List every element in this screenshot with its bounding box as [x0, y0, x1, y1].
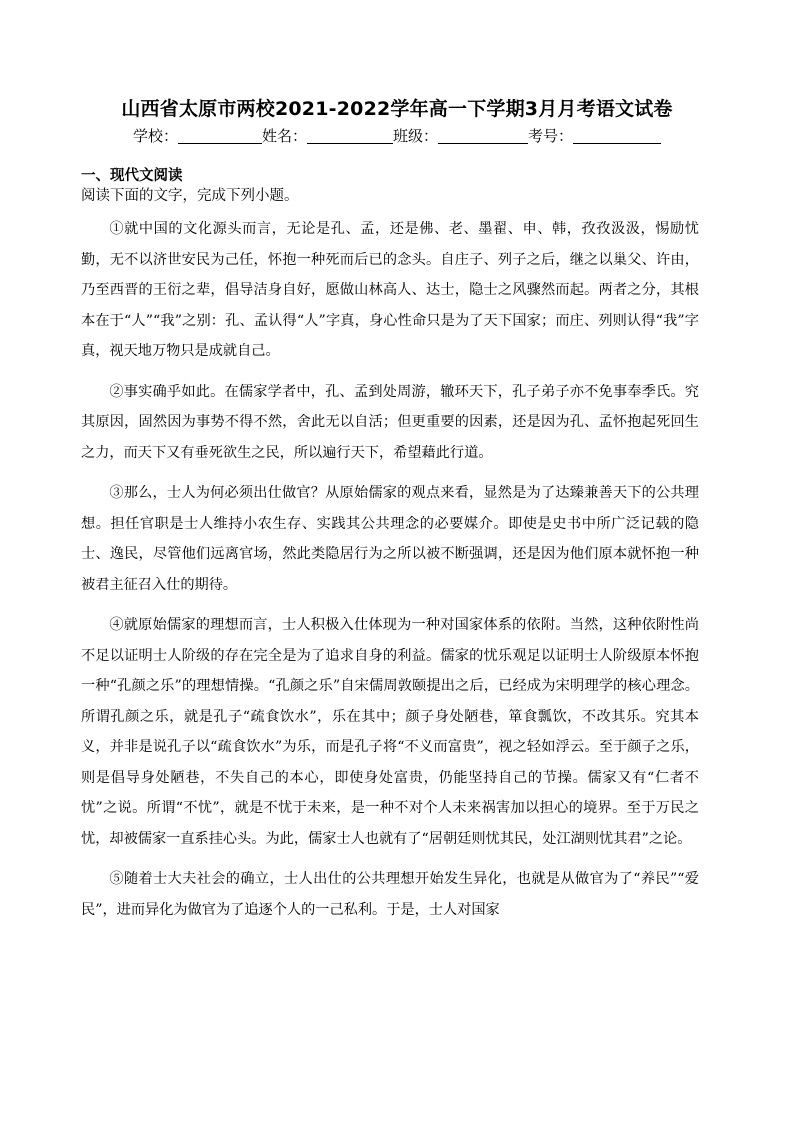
student-info-line	[0, 125, 794, 147]
exam-number-blank	[573, 127, 661, 144]
class-label: 班级：	[393, 127, 439, 145]
class-field	[393, 125, 528, 147]
passage-paragraph-4: ④就原始儒家的理想而言，士人积极入仕体现为一种对国家体系的依附。当然，这种依附性尚不足以证明士人阶级的存在完全是为了追求自身的利益。儒家的忧乐观足以证明士人阶级原本怀抱一种“孔颜之乐”的理想情操。“孔颜之乐”自宋儒周敦颐提出之后，已经成为宋明理学的核心理念。所谓孔颜之乐，就是孔子“疏食饮水”，乐在其中；颜子身处陋巷，箪食瓢饮，不改其乐。究其本义，并非是说孔子以“疏食饮水”为乐，而是孔子将“不义而富贵”，视之轻如浮云。至于颜子之乐，则是倡导身处陋巷，不失自己的本心，即使身处富贵，仍能坚持自己的节操。儒家又有“仁者不忧”之说。所谓“不忧”，就是不忧于未来，是一种不对个人未来祸害加以担心的境界。至于万民之忧，却被儒家一直系挂心头。为此，儒家士人也就有了“居朝廷则忧其民，处江湖则忧其君”之论。	[81, 617, 699, 847]
reading-instruction: 阅读下面的文字，完成下列小题。	[81, 188, 299, 204]
document-title: 山西省太原市两校2021-2022学年高一下学期3月月考语文试卷	[121, 98, 673, 120]
passage-paragraph-2: ②事实确乎如此。在儒家学者中，孔、孟到处周游，辙环天下，孔子弟子亦不免事奉季氏。究其原因，固然因为事势不得不然，舍此无以自活；但更重要的因素，还是因为孔、孟怀抱起死回生之力，而天下又有垂死欲生之民，所以遍行天下，希望藉此行道。	[81, 383, 699, 461]
passage-paragraph-1: ①就中国的文化源头而言，无论是孔、孟，还是佛、老、墨翟、申、韩，孜孜汲汲，惕励忧勤，无不以济世安民为己任，怀抱一种死而后已的念头。自庄子、列子之后，继之以巢父、许由，乃至西晋的王衍之辈，倡导洁身自好，愿做山林高人、达士，隐士之风骤然而起。两者之分，其根本在于“人”“我”之别：孔、孟认得“人”字真，身心性命只是为了天下国家；而庄、列则认得“我”字真，视天地万物只是成就自己。	[81, 221, 699, 359]
class-blank	[438, 127, 528, 144]
name-field	[262, 125, 393, 147]
section-heading: 一、现代文阅读	[81, 168, 183, 184]
school-blank	[178, 127, 262, 144]
passage-paragraph-5: ⑤随着士大夫社会的确立，士人出仕的公共理想开始发生异化，也就是从做官为了“养民”“爱民”，进而异化为做官为了追逐个人的一己私利。于是，士人对国家	[81, 871, 699, 918]
school-field	[133, 125, 262, 147]
name-label: 姓名：	[261, 127, 307, 145]
reading-passage	[81, 214, 699, 935]
passage-paragraph-3: ③那么，士人为何必须出仕做官？从原始儒家的观点来看，显然是为了达臻兼善天下的公共理想。担任官职是士人维持小农生存、实践其公共理念的必要媒介。即使是史书中所广泛记载的隐士、逸民，尽管他们远离官场，然此类隐居行为之所以被不断强调，还是因为他们原本就怀抱一种被君主征召入仕的期待。	[81, 485, 699, 593]
school-label: 学校：	[132, 127, 178, 145]
exam-number-field	[528, 125, 661, 147]
name-blank	[307, 127, 393, 144]
exam-number-label: 考号：	[528, 127, 574, 145]
